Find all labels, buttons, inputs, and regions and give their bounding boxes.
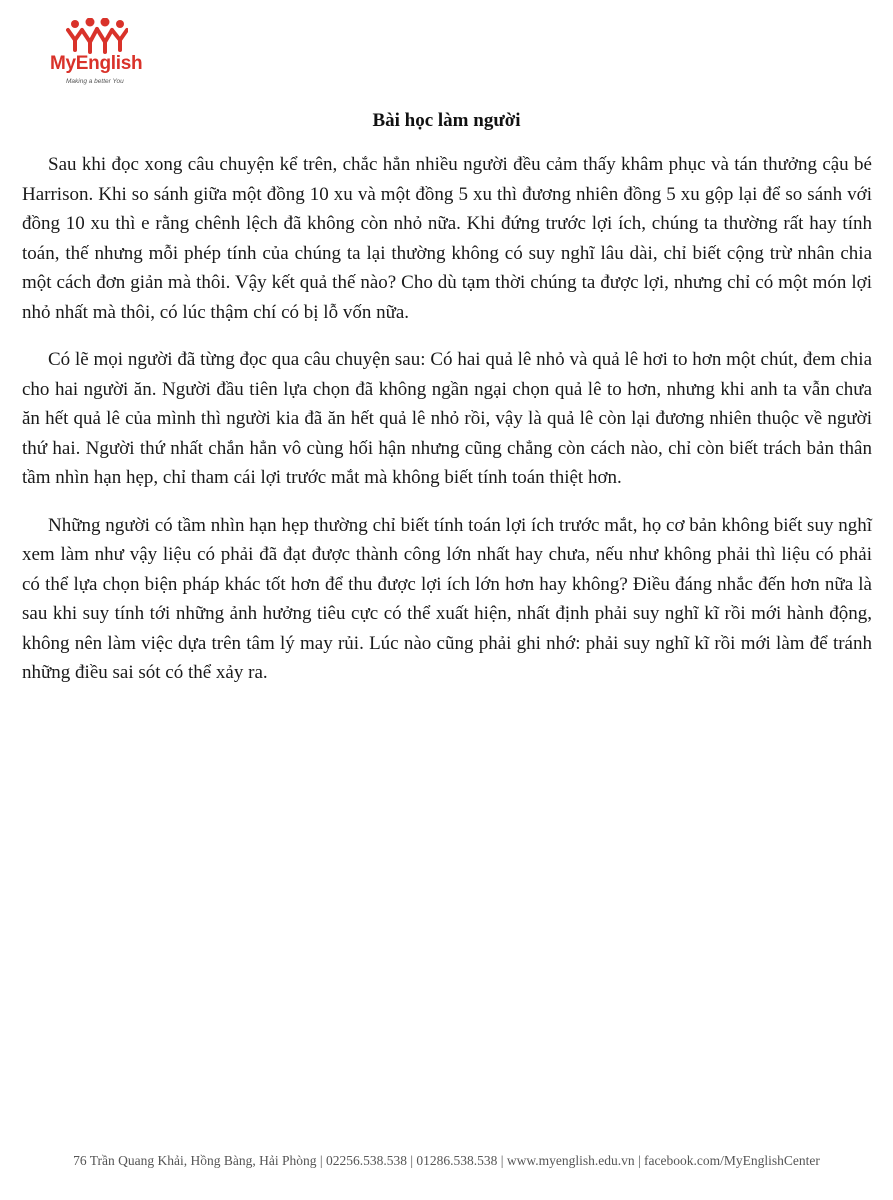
paragraph-2: Có lẽ mọi người đã từng đọc qua câu chuyện sau: Có hai quả lê nhỏ và quả lê hơi to hơn một chút, đem chia cho hai người ăn. Người đầu tiên lựa chọn đã không ngần ngại chọn quả lê to hơn, nhưng khi anh ta vẫn chưa ăn hết quả lê của mình thì người kia đã ăn hết quả lê nhỏ rồi, vậy là quả lê còn lại đương nhiên thuộc về người thứ hai. Người thứ nhất chắn hẳn vô cùng hối hận nhưng cũng chẳng còn cách nào, chỉ còn biết trách bản thân tầm nhìn hạn hẹp, chỉ tham cái lợi trước mắt mà không biết tính toán thiệt hơn. [22, 349, 872, 488]
footer-contact-info: 76 Trần Quang Khải, Hồng Bàng, Hải Phòng | 02256.538.538 | 01286.538.538 | www.myenglish.edu.vn | facebook.com/MyEnglishCenter [73, 1153, 820, 1168]
article-body [22, 150, 872, 706]
article-title: Bài học làm người [372, 110, 521, 131]
brand-logo [50, 18, 160, 88]
logo-tagline: Making a better You [66, 78, 124, 85]
logo-name: MyEnglish [50, 53, 143, 74]
people-figures-icon [66, 18, 128, 54]
paragraph-3: Những người có tầm nhìn hạn hẹp thường chỉ biết tính toán lợi ích trước mắt, họ cơ bản không biết suy nghĩ xem làm như vậy liệu có phải đã đạt được thành công lớn nhất hay chưa, nếu như không phải thì liệu có phải có thể lựa chọn biện pháp khác tốt hơn để thu được lợi ích lớn hơn hay không? Điều đáng nhắc đến hơn nữa là sau khi suy tính tới những ảnh hưởng tiêu cực có thể xuất hiện, nhất định phải suy nghĩ kĩ rồi mới hành động, không nên làm việc dựa trên tâm lý may rủi. Lúc nào cũng phải ghi nhớ: phải suy nghĩ kĩ rồi mới làm để tránh những điều sai sót có thể xảy ra. [22, 514, 872, 683]
paragraph-1: Sau khi đọc xong câu chuyện kể trên, chắc hẳn nhiều người đều cảm thấy khâm phục và tán thưởng cậu bé Harrison. Khi so sánh giữa một đồng 10 xu và một đồng 5 xu thì đương nhiên đồng 5 xu gộp lại để so sánh với đồng 10 xu thì e rằng chênh lệch đã không còn nhỏ nữa. Khi đứng trước lợi ích, chúng ta thường rất hay tính toán, thế nhưng mỗi phép tính của chúng ta lại thường không có suy nghĩ lâu dài, chỉ biết cộng trừ nhân chia một cách đơn giản mà thôi. Vậy kết quả thế nào? Cho dù tạm thời chúng ta được lợi, nhưng chỉ có một món lợi nhỏ nhất mà thôi, có lúc thậm chí có bị lỗ vốn nữa. [22, 154, 872, 323]
